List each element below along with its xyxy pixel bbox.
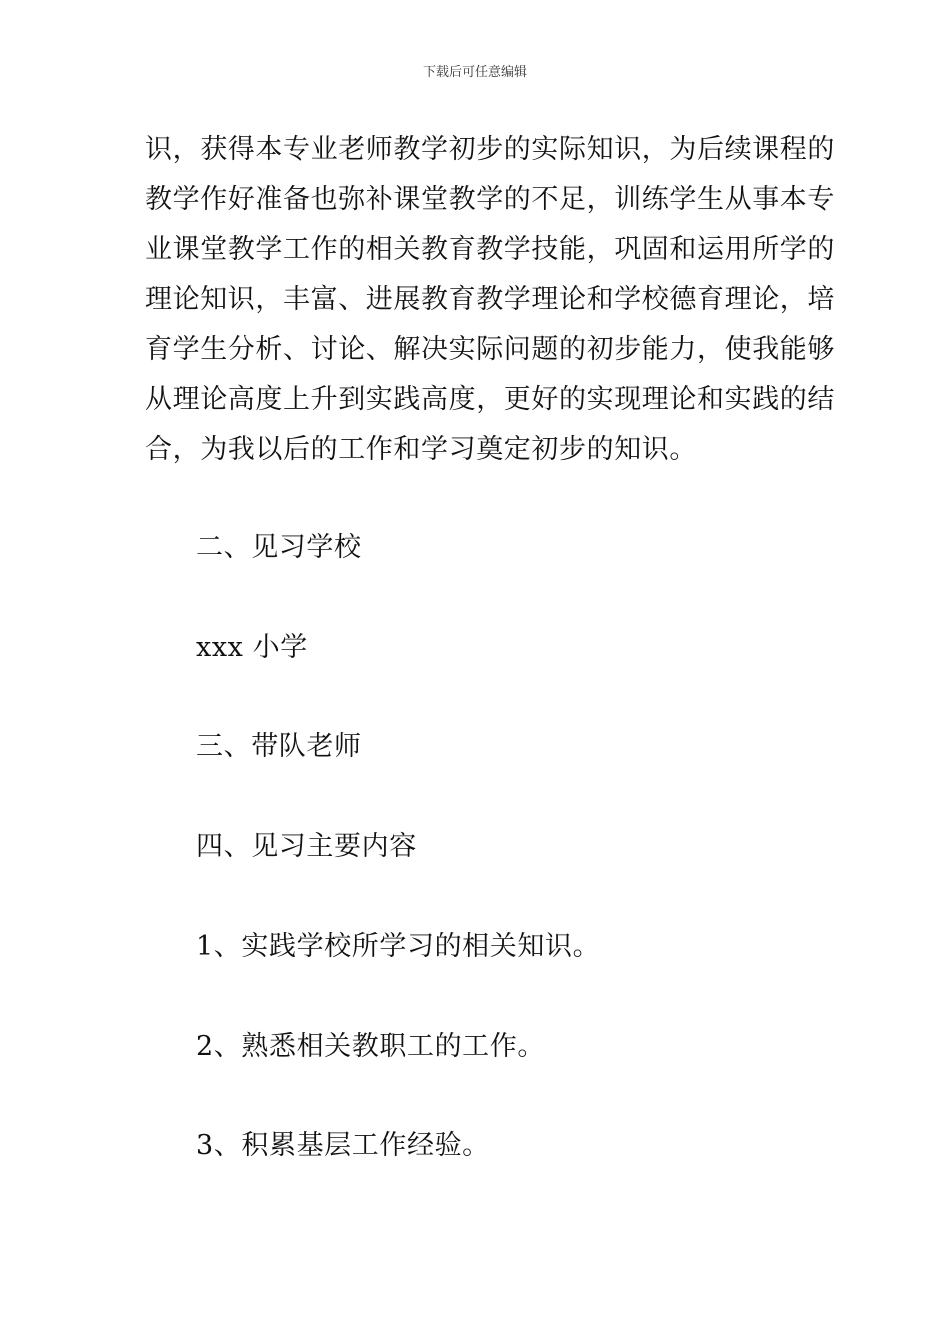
school-heading: 二、见习学校 [196,532,362,563]
page-header-note: 下载后可任意编辑 [422,65,527,80]
content-heading: 四、见习主要内容 [196,831,417,862]
paragraph-line: 业课堂教学工作的相关教育教学技能，巩固和运用所学的 [145,234,835,265]
school-name: xxx 小学 [196,632,308,663]
list-item: 3、积累基层工作经验。 [196,1130,490,1161]
paragraph-line: 教学作好准备也弥补课堂教学的不足，训练学生从事本专 [145,184,835,215]
paragraph-line: 育学生分析、讨论、解决实际问题的初步能力，使我能够 [145,334,835,365]
list-item: 2、熟悉相关教职工的工作。 [196,1031,545,1062]
paragraph-line: 识，获得本专业老师教学初步的实际知识，为后续课程的 [145,134,835,165]
teacher-heading: 三、带队老师 [196,731,362,762]
paragraph-line: 理论知识，丰富、进展教育教学理论和学校德育理论，培 [145,284,835,315]
paragraph-line: 从理论高度上升到实践高度，更好的实现理论和实践的结 [145,384,835,415]
paragraph-line: 合，为我以后的工作和学习奠定初步的知识。 [145,434,697,465]
list-item: 1、实践学校所学习的相关知识。 [196,931,601,962]
